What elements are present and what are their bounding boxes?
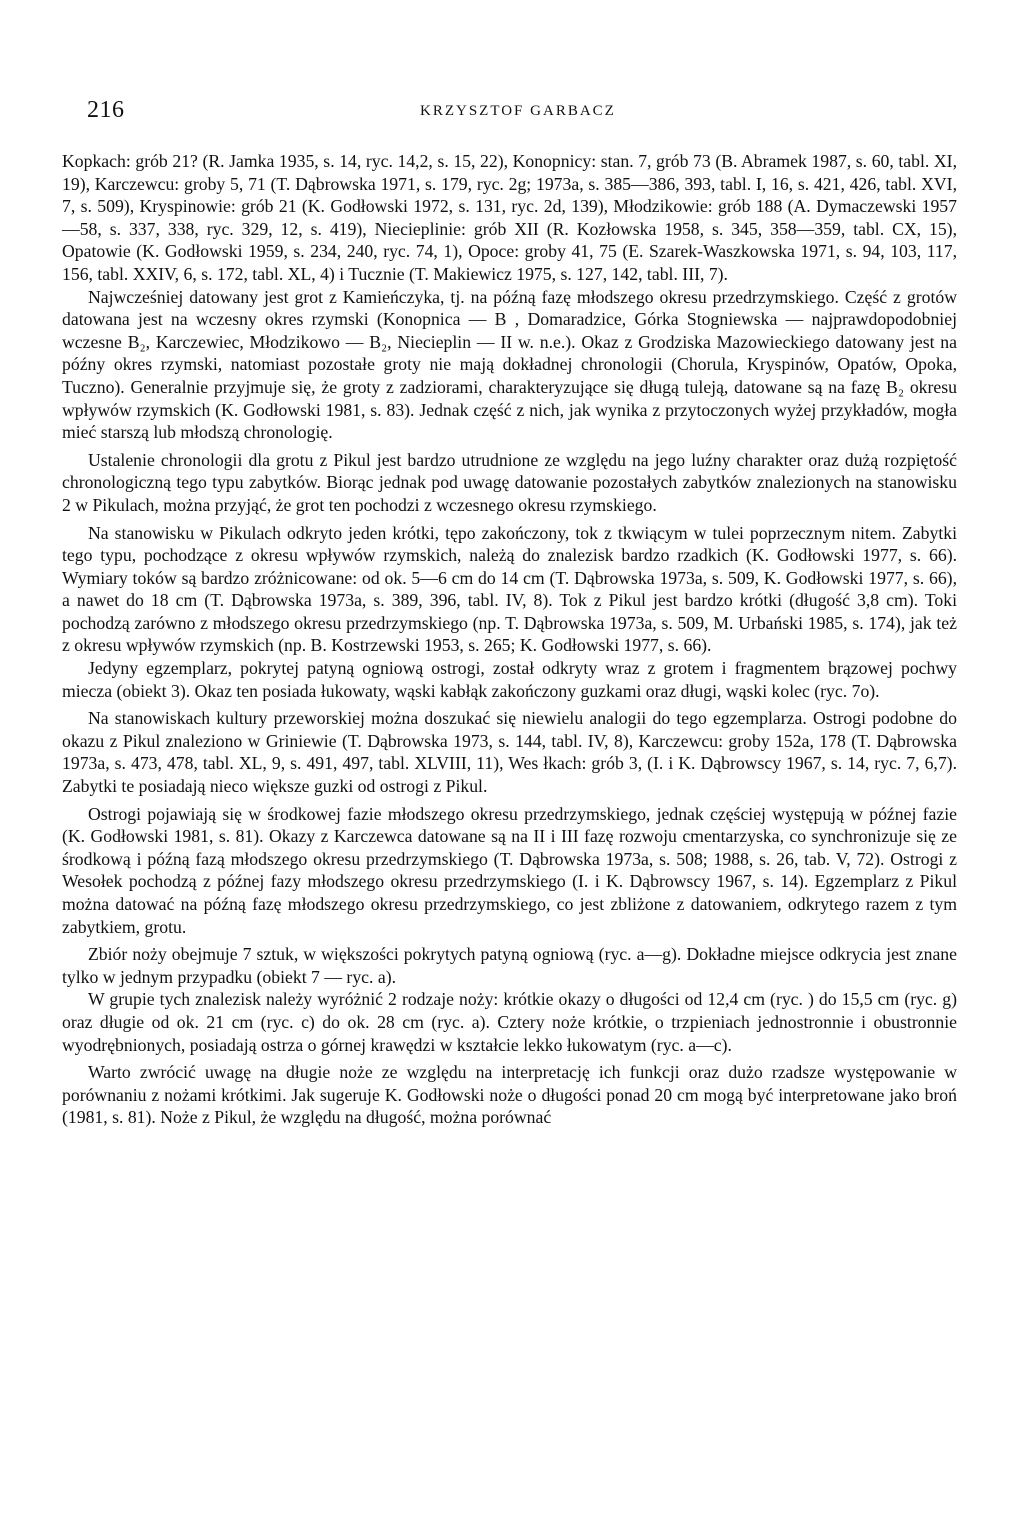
body-text <box>62 150 957 1129</box>
paragraph-spur: Jedyny egzemplarz, pokrytej patyną ogniową ostrogi, został odkryty wraz z grotem i fragmentem brązowej pochwy miecza (obiekt 3). Okaz ten posiada łukowaty, wąski kabłąk zakończony guzkami oraz długi, wąski kolec (ryc. 7o). <box>62 658 957 701</box>
paragraph-spur-dating: Ostrogi pojawiają się w środkowej fazie młodszego okresu przedrzymskiego, jednak częściej występują w późnej fazie (K. Godłowski 1981, s. 81). Okazy z Karczewca datowane są na II i III fazę rozwoju cmentarzyska, co synchronizuje się ze środkową i późną fazą młodszego okresu przedrzymskiego (T. Dąbrowska 1973a, s. 508; 1988, s. 26, tab. V, 72). Ostrogi z Wesołek pochodzą z późnej fazy młodszego okresu przedrzymskiego (I. i K. Dąbrowscy 1967, s. 14). Egzemplarz z Pikul można datować na późną fazę młodszego okresu przedrzymskiego, co jest zbliżone z datowaniem, odkrytego razem z tym zabytkiem, grotu. <box>62 803 957 937</box>
paragraph-knife-types: W grupie tych znalezisk należy wyróżnić 2 rodzaje noży: krótkie okazy o długości od 12,4 cm (ryc. ) do 15,5 cm (ryc. g) oraz długie od ok. 21 cm (ryc. c) do ok. 28 cm (ryc. a). Cztery noże krótkie, o trzpieniach jednostronnie i obustronnie wyodrębnionych, posiadają ostrza o górnej krawędzi w kształcie lekko łukowatym (ryc. a—c). <box>62 989 957 1055</box>
page-header <box>62 96 957 126</box>
paragraph-long-knives: Warto zwrócić uwagę na długie noże ze względu na interpretację ich funkcji oraz dużo rzadsze występowanie w porównaniu z nożami krótkimi. Jak sugeruje K. Godłowski noże o długości ponad 20 cm mogą być interpretowane jako broń (1981, s. 81). Noże z Pikul, że względu na długość, można porównać <box>62 1062 957 1128</box>
running-head-author: KRZYSZTOF GARBACZ <box>420 103 616 119</box>
page-number: 216 <box>87 97 125 123</box>
paragraph-chronology: Najwcześniej datowany jest grot z Kamieńczyka, tj. na późną fazę młodszego okresu przedrzymskiego. Część z grotów datowana jest na wczesny okres rzymski (Konopnica — B , Domaradzice, Górka Stogniewska — najprawdopodobniej wczesne B₂, Karczewiec, Młodzikowo — B₂, Niecieplin — II w. n.e.). Okaz z Grodziska Mazowieckiego datowany jest na późny okres rzymski, natomiast pozostałe groty nie mają dokładnej chronologii (Chorula, Kryspinów, Opatów, Opoka, Tuczno). Generalnie przyjmuje się, że groty z zadziorami, charakteryzujące się długą tuleją, datowane są na fazę B₂ okresu wpływów rzymskich (K. Godłowski 1981, s. 83). Jednak część z nich, jak wynika z przytoczonych wyżej przykładów, mogła mieć starszą lub młodszą chronologię. <box>62 286 957 443</box>
paragraph-pikul-spearhead: Ustalenie chronologii dla grotu z Pikul jest bardzo utrudnione ze względu na jego luźny charakter oraz dużą rozpiętość chronologiczną tego typu zabytków. Biorąc jednak pod uwagę datowanie pozostałych zabytków znalezionych na stanowisku 2 w Pikulach, można przyjąć, że grot ten pochodzi z wczesnego okresu rzymskiego. <box>62 449 957 515</box>
paragraph-knives: Zbiór noży obejmuje 7 sztuk, w większości pokrytych patyną ogniową (ryc. a—g). Dokładne miejsce odkrycia jest znane tylko w jednym przypadku (obiekt 7 — ryc. a). <box>62 944 957 987</box>
paragraph-references: Kopkach: grób 21? (R. Jamka 1935, s. 14, ryc. 14,2, s. 15, 22), Konopnicy: stan. 7, grób 73 (B. Abramek 1987, s. 60, tabl. XI, 19), Karczewcu: groby 5, 71 (T. Dąbrowska 1971, s. 179, ryc. 2g; 1973a, s. 385—386, 393, tabl. I, 16, s. 421, 426, tabl. XVI, 7, s. 509), Kryspinowie: grób 21 (K. Godłowski 1972, s. 131, ryc. 2d, 139), Młodzikowie: grób 188 (A. Dymaczewski 1957—58, s. 337, 338, ryc. 329, 12, s. 419), Niecieplinie: grób XII (R. Kozłowska 1958, s. 345, 358—359, tabl. CX, 15), Opatowie (K. Godłowski 1959, s. 234, 240, ryc. 74, 1), Opoce: groby 41, 75 (E. Szarek-Waszkowska 1971, s. 94, 103, 117, 156, tabl. XXIV, 6, s. 172, tabl. XL, 4) i Tucznie (T. Makiewicz 1975, s. 127, 142, tabl. III, 7). <box>62 151 957 284</box>
paragraph-spear-butt: Na stanowisku w Pikulach odkryto jeden krótki, tępo zakończony, tok z tkwiącym w tulei poprzecznym nitem. Zabytki tego typu, pochodzące z okresu wpływów rzymskich, należą do znalezisk bardzo rzadkich (K. Godłowski 1977, s. 66). Wymiary toków są bardzo zróżnicowane: od ok. 5—6 cm do 14 cm (T. Dąbrowska 1973a, s. 509, K. Godłowski 1977, s. 66), a nawet do 18 cm (T. Dąbrowska 1973a, s. 389, 396, tabl. IV, 8). Tok z Pikul jest bardzo krótki (długość 3,8 cm). Toki pochodzą zarówno z młodszego okresu przedrzymskiego (np. T. Dąbrowska 1973a, s. 509, M. Urbański 1985, s. 174), jak też z okresu wpływów rzymskich (np. B. Kostrzewski 1953, s. 265; K. Godłowski 1977, s. 66). <box>62 522 957 656</box>
paragraph-spur-analogies: Na stanowiskach kultury przeworskiej można doszukać się niewielu analogii do tego egzemplarza. Ostrogi podobne do okazu z Pikul znaleziono w Griniewie (T. Dąbrowska 1973, s. 144, tabl. IV, 8), Karczewcu: groby 152a, 178 (T. Dąbrowska 1973a, s. 473, 478, tabl. XL, 9, s. 491, 497, tabl. XLVIII, 11), Wes łkach: grób 3, (I. i K. Dąbrowscy 1967, s. 14, ryc. 7, 6,7). Zabytki te posiadają nieco większe guzki od ostrogi z Pikul. <box>62 708 957 797</box>
